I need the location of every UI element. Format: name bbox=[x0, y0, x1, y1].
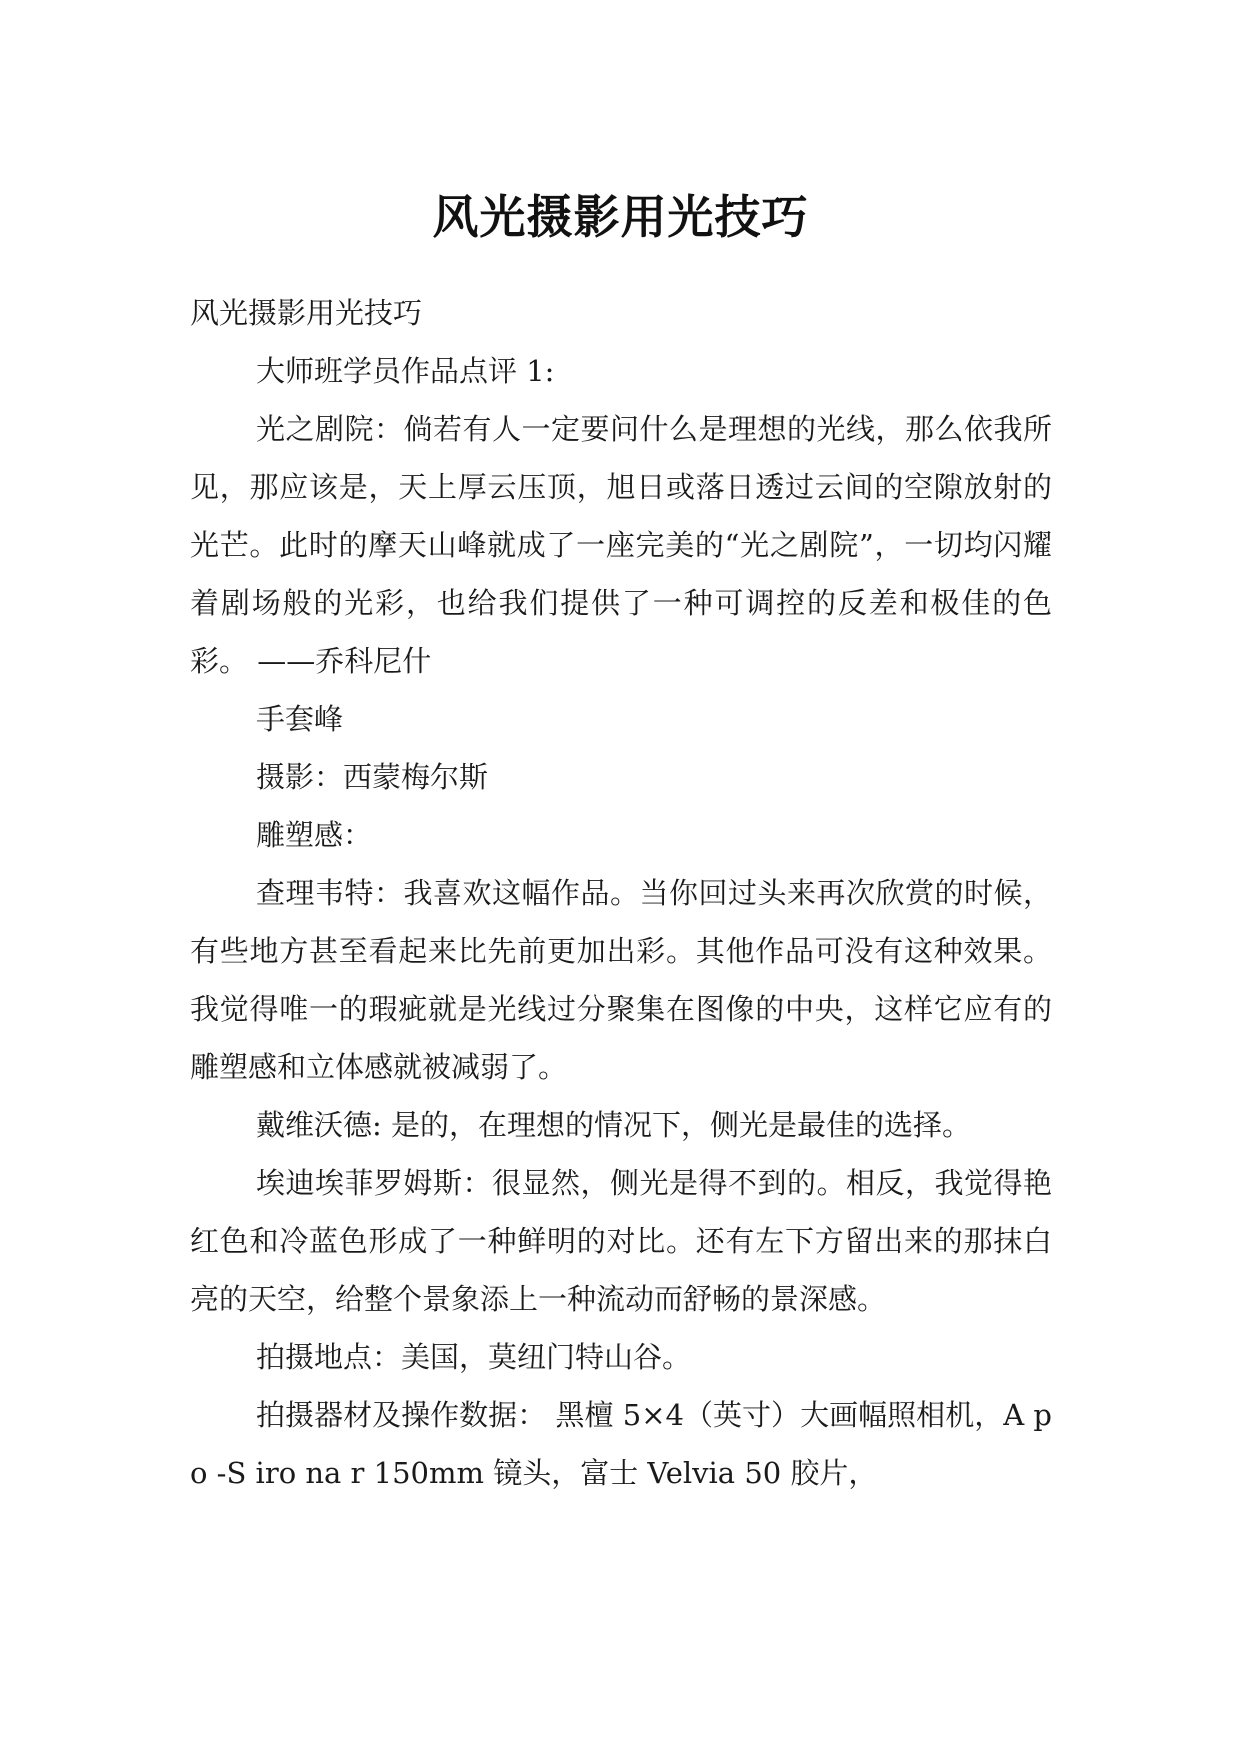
paragraph: 大师班学员作品点评 1: bbox=[256, 354, 555, 388]
paragraph: 埃迪埃菲罗姆斯：很显然，侧光是得不到的。相反，我觉得艳红色和冷蓝色形成了一种鲜明的对比。还有左下方留出来的那抹白亮的天空，给整个景象添上一种流动而舒畅的景深感。 bbox=[190, 1166, 1052, 1316]
paragraph: 拍摄器材及操作数据： 黑檀 5×4（英寸）大画幅照相机，A po -S iro na r 150mm 镜头，富士 Velvia 50 胶片， bbox=[190, 1398, 1052, 1490]
paragraph: 手套峰 bbox=[256, 702, 344, 736]
paragraph: 戴维沃德: 是的，在理想的情况下，侧光是最佳的选择。 bbox=[256, 1108, 971, 1142]
paragraph: 拍摄地点：美国，莫纽门特山谷。 bbox=[256, 1340, 692, 1374]
paragraph: 风光摄影用光技巧 bbox=[190, 296, 423, 330]
paragraph: 雕塑感： bbox=[256, 818, 373, 852]
document-title: 风光摄影用光技巧 bbox=[432, 189, 809, 244]
paragraph: 查理韦特：我喜欢这幅作品。当你回过头来再次欣赏的时候，有些地方甚至看起来比先前更加出彩。其他作品可没有这种效果。我觉得唯一的瑕疵就是光线过分聚集在图像的中央，这样它应有的雕塑感和立体感就被减弱了。 bbox=[190, 876, 1052, 1084]
paragraph: 摄影：西蒙梅尔斯 bbox=[256, 760, 489, 794]
document-body bbox=[190, 284, 1052, 1502]
paragraph: 光之剧院：倘若有人一定要问什么是理想的光线，那么依我所见，那应该是，天上厚云压顶，旭日或落日透过云间的空隙放射的光芒。此时的摩天山峰就成了一座完美的“光之剧院”，一切均闪耀着剧场般的光彩，也给我们提供了一种可调控的反差和极佳的色彩。 ——乔科尼什 bbox=[190, 412, 1052, 678]
